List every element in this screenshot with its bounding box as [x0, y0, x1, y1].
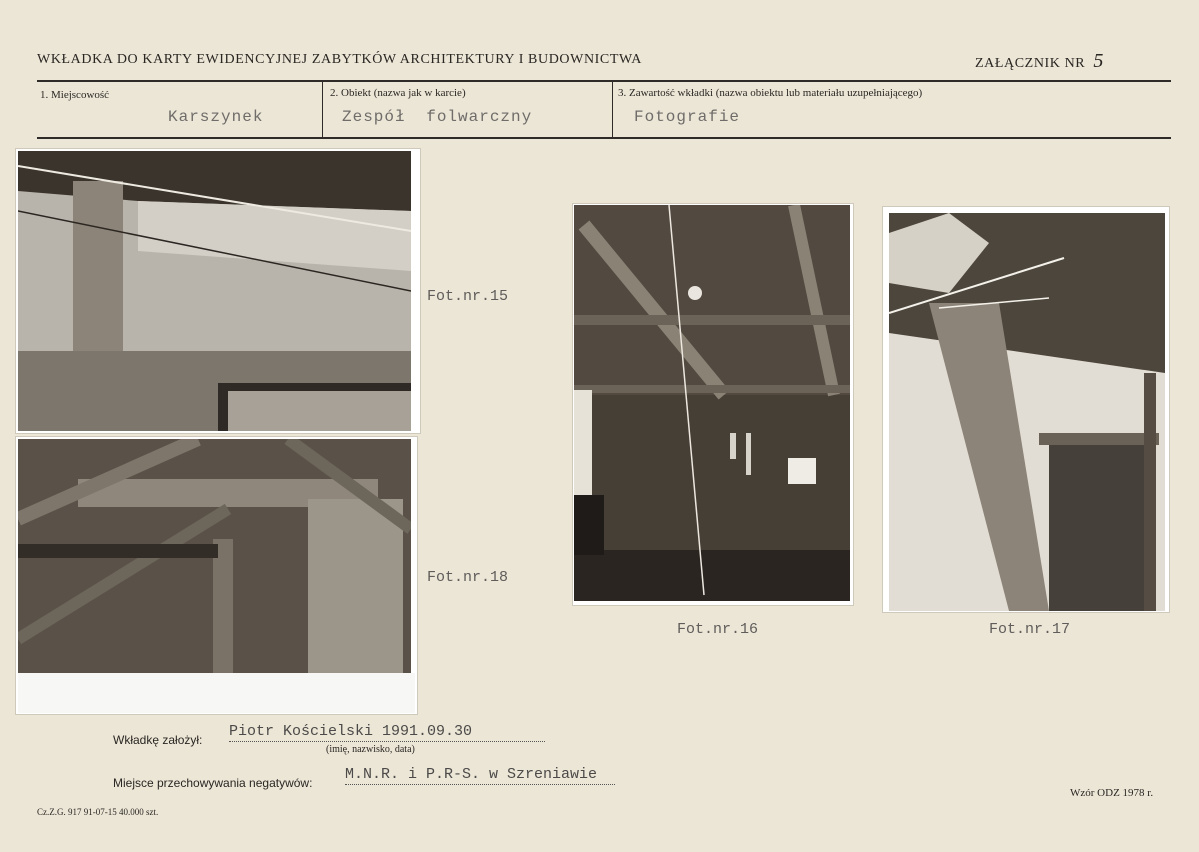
created-by-hint: (imię, nazwisko, data): [326, 744, 415, 755]
roof-truss-image: [18, 439, 411, 677]
print-info: Cz.Z.G. 917 91-07-15 40.000 szt.: [37, 807, 159, 817]
field-value-location: Karszynek: [168, 108, 264, 126]
photo-16: [572, 203, 854, 606]
caption-photo-17: Fot.nr.17: [989, 621, 1071, 638]
field-label-contents: 3. Zawartość wkładki (nazwa obiektu lub materiału uzupełniającego): [618, 87, 923, 99]
photo-16-image: [574, 205, 850, 601]
field-divider-2: [612, 82, 613, 137]
form-reference: Wzór ODZ 1978 r.: [1070, 787, 1154, 799]
created-by-value: Piotr Kościelski 1991.09.30: [229, 723, 473, 740]
attic-room-image: [574, 205, 850, 601]
sheet-title: WKŁADKA DO KARTY EWIDENCYJNEJ ZABYTKÓW ARCHITEKTURY I BUDOWNICTWA: [37, 52, 642, 67]
field-divider-1: [322, 82, 323, 137]
field-value-object: Zespół folwarczny: [342, 108, 533, 126]
negatives-value: M.N.R. i P.R-S. w Szreniawie: [345, 766, 598, 783]
photo-15-image: [18, 151, 411, 431]
photo-18-image: [18, 439, 411, 677]
field-label-location: 1. Miejscowość: [40, 89, 110, 101]
annex-label: [975, 50, 1104, 73]
annex-label-text: ZAŁĄCZNIK NR: [975, 56, 1086, 71]
created-by-dotline: [229, 741, 545, 742]
photo-17: [882, 206, 1170, 613]
field-label-object: 2. Obiekt (nazwa jak w karcie): [330, 87, 466, 99]
created-by-label: Wkładkę założył:: [113, 733, 203, 747]
field-value-contents: Fotografie: [634, 108, 741, 126]
caption-photo-18: Fot.nr.18: [427, 569, 509, 586]
negatives-label: Miejsce przechowywania negatywów:: [113, 776, 313, 790]
photo-18-overexposed: [18, 673, 415, 713]
photo-17-image: [889, 213, 1165, 611]
photo-18: [15, 436, 418, 715]
photo-15: [15, 148, 421, 434]
header-top-rule: [37, 80, 1171, 82]
annex-number: 5: [1093, 50, 1104, 72]
negatives-dotline: [345, 784, 615, 785]
fields-bottom-rule: [37, 137, 1171, 139]
attic-wall-image: [18, 151, 411, 431]
caption-photo-15: Fot.nr.15: [427, 288, 509, 305]
attic-corner-image: [889, 213, 1165, 611]
caption-photo-16: Fot.nr.16: [677, 621, 759, 638]
